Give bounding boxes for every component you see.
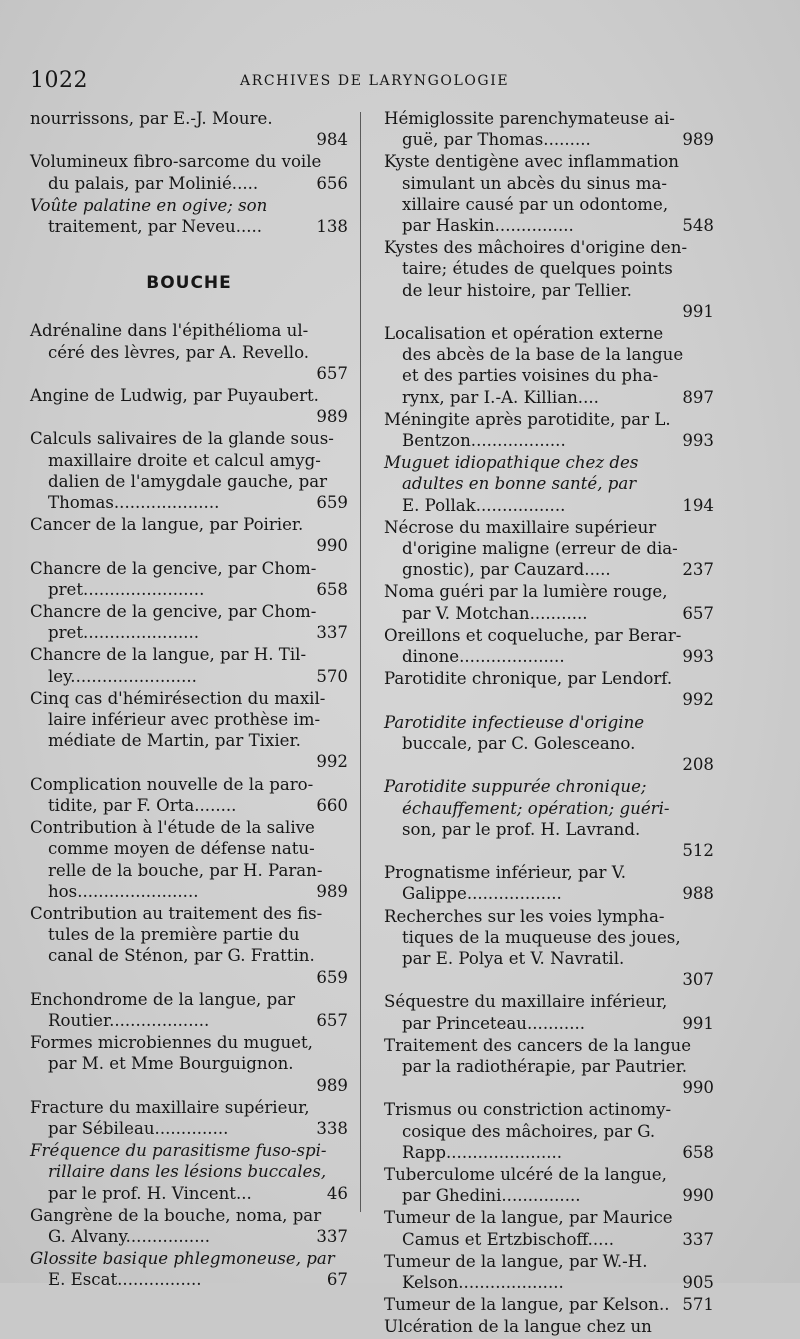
index-entry bbox=[30, 1248, 348, 1290]
page-number-line bbox=[384, 1077, 714, 1098]
index-entry bbox=[384, 151, 714, 236]
entry-text: Routier................... bbox=[48, 1010, 210, 1030]
entry-line bbox=[384, 215, 714, 236]
index-entry bbox=[30, 688, 348, 773]
index-entry bbox=[384, 1251, 714, 1293]
entry-line: Fracture du maxillaire supérieur, bbox=[30, 1097, 310, 1117]
entry-line: simulant un abcès du sinus ma- bbox=[402, 173, 667, 193]
entry-line bbox=[384, 1013, 714, 1034]
page-number: 1022 bbox=[30, 68, 88, 93]
entry-line: Noma guéri par la lumière rouge, bbox=[384, 582, 668, 602]
index-entry bbox=[30, 1097, 348, 1139]
entry-line bbox=[384, 1272, 714, 1293]
entry-text: G. Alvany................ bbox=[48, 1226, 211, 1246]
index-entry bbox=[30, 903, 348, 988]
entry-text: par Ghedini............... bbox=[402, 1186, 581, 1206]
index-entry bbox=[30, 1205, 348, 1247]
entry-line: maxillaire droite et calcul amyg- bbox=[48, 450, 321, 470]
entry-line: Localisation et opération externe bbox=[384, 324, 664, 344]
entry-text: du palais, par Molinié..... bbox=[48, 173, 259, 193]
entry-text: Tumeur de la langue, par Kelson.. bbox=[384, 1295, 670, 1315]
index-entry bbox=[30, 1140, 348, 1204]
entry-page-number: 194 bbox=[682, 495, 714, 515]
entry-line: Traitement des cancers de la langue bbox=[384, 1035, 692, 1055]
page-header bbox=[30, 68, 760, 102]
entry-page-number: 67 bbox=[326, 1270, 348, 1290]
left-column bbox=[30, 108, 348, 1292]
index-entry bbox=[30, 601, 348, 643]
entry-line: cosique des mâchoires, par G. bbox=[402, 1121, 656, 1141]
entry-line bbox=[30, 881, 348, 902]
entry-page-number: 548 bbox=[682, 216, 714, 236]
index-entry bbox=[30, 817, 348, 902]
page-number-line bbox=[30, 967, 348, 988]
page-number-line bbox=[30, 751, 348, 772]
column-divider bbox=[360, 112, 361, 1212]
entry-line bbox=[384, 495, 714, 516]
entry-page-number: 338 bbox=[316, 1118, 348, 1138]
entry-line bbox=[30, 579, 348, 600]
entry-page-number: 897 bbox=[682, 387, 714, 407]
entry-text: par Princeteau........... bbox=[402, 1013, 586, 1033]
entry-line: Complication nouvelle de la paro- bbox=[30, 774, 314, 794]
entry-page-number: 657 bbox=[316, 363, 348, 383]
entry-line bbox=[384, 559, 714, 580]
index-entry bbox=[384, 712, 714, 776]
entry-line: Parotidite suppurée chronique; bbox=[384, 777, 647, 797]
index-entry bbox=[30, 558, 348, 600]
index-entry bbox=[384, 1207, 714, 1249]
entry-line: Ulcération de la langue chez un bbox=[384, 1317, 652, 1337]
entry-line: Prognatisme inférieur, par V. bbox=[384, 863, 627, 883]
entry-line: Tumeur de la langue, par W.-H. bbox=[384, 1251, 648, 1271]
index-entry bbox=[384, 1035, 714, 1099]
page-number-line bbox=[384, 969, 714, 990]
entry-page-number: 988 bbox=[682, 884, 714, 904]
entry-line: Calculs salivaires de la glande sous- bbox=[30, 429, 334, 449]
entry-text: par V. Motchan........... bbox=[402, 603, 588, 623]
entry-line: laire inférieur avec prothèse im- bbox=[48, 710, 321, 730]
entry-line: Gangrène de la bouche, noma, par bbox=[30, 1205, 322, 1225]
entry-page-number: 657 bbox=[316, 1010, 348, 1030]
index-entry bbox=[384, 1099, 714, 1163]
entry-page-number: 989 bbox=[682, 130, 714, 150]
entry-page-number: 990 bbox=[682, 1078, 714, 1098]
entry-line bbox=[384, 883, 714, 904]
entry-line bbox=[384, 129, 714, 150]
entry-line: canal de Sténon, par G. Frattin. bbox=[48, 946, 315, 966]
entry-page-number: 658 bbox=[682, 1142, 714, 1162]
entry-page-number: 984 bbox=[316, 130, 348, 150]
entry-line: nourrissons, par E.-J. Moure. bbox=[30, 109, 273, 128]
page-number-line bbox=[384, 840, 714, 861]
index-entry bbox=[30, 320, 348, 384]
page-number-line bbox=[30, 406, 348, 427]
entry-line: buccale, par C. Golesceano. bbox=[402, 733, 636, 753]
entry-page-number: 657 bbox=[682, 603, 714, 623]
entry-line bbox=[384, 603, 714, 624]
entry-line: Trismus ou constriction actinomy- bbox=[384, 1100, 672, 1120]
entry-line: Chancre de la gencive, par Chom- bbox=[30, 602, 317, 622]
entry-text: guë, par Thomas......... bbox=[402, 130, 591, 150]
entry-line bbox=[30, 173, 348, 194]
entry-line: taire; études de quelques points bbox=[402, 259, 673, 279]
entry-line: céré des lèvres, par A. Revello. bbox=[48, 342, 310, 362]
entry-line: échauffement; opération; guéri- bbox=[402, 798, 670, 818]
entry-page-number: 990 bbox=[682, 1186, 714, 1206]
entry-line: Voûte palatine en ogive; son bbox=[30, 195, 268, 215]
entry-line bbox=[384, 1294, 714, 1315]
index-entry bbox=[384, 862, 714, 904]
entry-text: par le prof. H. Vincent... bbox=[48, 1183, 252, 1203]
index-entry bbox=[30, 1032, 348, 1096]
index-entry bbox=[30, 644, 348, 686]
index-entry bbox=[384, 776, 714, 861]
entry-line: rillaire dans les lésions buccales, bbox=[48, 1162, 327, 1182]
entry-line: Contribution au traitement des fis- bbox=[30, 903, 323, 923]
entry-page-number: 46 bbox=[326, 1183, 348, 1203]
entry-line: Fréquence du parasitisme fuso-spi- bbox=[30, 1141, 327, 1161]
index-entry bbox=[384, 1316, 714, 1337]
entry-line bbox=[30, 1118, 348, 1139]
entry-line: Chancre de la gencive, par Chom- bbox=[30, 558, 317, 578]
entry-line bbox=[30, 1269, 348, 1290]
index-entry bbox=[384, 517, 714, 581]
entry-page-number: 208 bbox=[682, 755, 714, 775]
entry-line: relle de la bouche, par H. Paran- bbox=[48, 860, 323, 880]
entry-text: Kelson.................... bbox=[402, 1272, 564, 1292]
entry-page-number: 989 bbox=[316, 1075, 348, 1095]
entry-text: Galippe.................. bbox=[402, 884, 562, 904]
entry-line bbox=[30, 1010, 348, 1031]
entry-line: Enchondrome de la langue, par bbox=[30, 989, 296, 1009]
entry-line: Cancer de la langue, par Poirier. bbox=[30, 515, 304, 535]
entry-line bbox=[384, 646, 714, 667]
entry-text: Rapp...................... bbox=[402, 1142, 563, 1162]
index-entry bbox=[30, 151, 348, 193]
entry-line: Chancre de la langue, par H. Til- bbox=[30, 645, 307, 665]
entry-line: Parotidite infectieuse d'origine bbox=[384, 712, 645, 732]
entry-line bbox=[30, 1226, 348, 1247]
index-entry bbox=[384, 237, 714, 322]
entry-page-number: 993 bbox=[682, 647, 714, 667]
entry-line: Contribution à l'étude de la salive bbox=[30, 818, 315, 838]
entry-line: par E. Polya et V. Navratil. bbox=[402, 948, 625, 968]
entry-page-number: 658 bbox=[316, 579, 348, 599]
entry-page-number: 990 bbox=[316, 536, 348, 556]
entry-line: Séquestre du maxillaire inférieur, bbox=[384, 992, 668, 1012]
entry-text: E. Escat................ bbox=[48, 1270, 202, 1290]
entry-page-number: 659 bbox=[316, 493, 348, 513]
entry-line bbox=[384, 1142, 714, 1163]
entry-line: d'origine maligne (erreur de dia- bbox=[402, 539, 678, 559]
entry-line: médiate de Martin, par Tixier. bbox=[48, 731, 301, 751]
entry-text: tidite, par F. Orta........ bbox=[48, 795, 237, 815]
entry-page-number: 993 bbox=[682, 431, 714, 451]
entry-page-number: 570 bbox=[316, 666, 348, 686]
page-number-line bbox=[30, 535, 348, 556]
entry-page-number: 656 bbox=[316, 173, 348, 193]
entry-page-number: 989 bbox=[316, 407, 348, 427]
entry-line bbox=[384, 387, 714, 408]
entry-line: dalien de l'amygdale gauche, par bbox=[48, 471, 328, 491]
index-entry bbox=[30, 989, 348, 1031]
entry-line: Nécrose du maxillaire supérieur bbox=[384, 517, 657, 537]
entry-page-number: 307 bbox=[682, 970, 714, 990]
index-entry bbox=[384, 409, 714, 451]
entry-page-number: 337 bbox=[316, 1226, 348, 1246]
entry-line: Oreillons et coqueluche, par Berar- bbox=[384, 625, 682, 645]
index-entry bbox=[384, 323, 714, 408]
entry-text: E. Pollak................. bbox=[402, 495, 566, 515]
entry-text: Bentzon.................. bbox=[402, 431, 566, 451]
page-number-line bbox=[384, 754, 714, 775]
entry-page-number: 337 bbox=[316, 623, 348, 643]
entry-text: rynx, par I.-A. Killian.... bbox=[402, 387, 599, 407]
index-entry bbox=[30, 195, 348, 237]
entry-line bbox=[384, 1229, 714, 1250]
index-entry bbox=[384, 1164, 714, 1206]
entry-line: tiques de la muqueuse des joues, bbox=[402, 927, 681, 947]
entry-line bbox=[384, 1185, 714, 1206]
right-column bbox=[384, 108, 714, 1339]
entry-line: xillaire causé par un odontome, bbox=[402, 194, 669, 214]
entry-text: hos....................... bbox=[48, 881, 199, 901]
page-number-line bbox=[384, 301, 714, 322]
page-number-line bbox=[30, 363, 348, 384]
entry-page-number: 659 bbox=[316, 967, 348, 987]
page-number-line bbox=[384, 689, 714, 710]
entry-text: Camus et Ertzbischoff..... bbox=[402, 1229, 615, 1249]
entry-line: Hémiglossite parenchymateuse ai- bbox=[384, 109, 675, 128]
entry-line bbox=[30, 216, 348, 237]
entry-line: Kyste dentigène avec inflammation bbox=[384, 152, 679, 172]
entry-text: pret....................... bbox=[48, 579, 205, 599]
entry-line: des abcès de la base de la langue bbox=[402, 345, 684, 365]
entry-page-number: 337 bbox=[682, 1229, 714, 1249]
entry-text: traitement, par Neveu..... bbox=[48, 217, 263, 237]
index-entry bbox=[30, 428, 348, 513]
index-entry bbox=[384, 1294, 714, 1315]
entry-page-number: 992 bbox=[316, 752, 348, 772]
index-entry bbox=[30, 385, 348, 427]
entry-line: Angine de Ludwig, par Puyaubert. bbox=[30, 386, 319, 406]
entry-text: dinone.................... bbox=[402, 647, 565, 667]
entry-line: Tumeur de la langue, par Maurice bbox=[384, 1208, 673, 1228]
page-number-line bbox=[30, 129, 348, 150]
section-title: BOUCHE bbox=[146, 273, 232, 294]
entry-line: Formes microbiennes du muguet, bbox=[30, 1033, 313, 1053]
index-entry bbox=[384, 991, 714, 1033]
entry-line: par M. et Mme Bourguignon. bbox=[48, 1054, 294, 1074]
index-entry bbox=[30, 774, 348, 816]
entry-line: de leur histoire, par Tellier. bbox=[402, 280, 632, 300]
entry-page-number: 989 bbox=[316, 881, 348, 901]
entry-line: Méningite après parotidite, par L. bbox=[384, 409, 671, 429]
entry-text: Thomas.................... bbox=[48, 493, 220, 513]
index-entry bbox=[384, 452, 714, 516]
entry-line: Muguet idiopathique chez des bbox=[384, 453, 639, 473]
entry-page-number: 138 bbox=[316, 217, 348, 237]
entry-line: Tuberculome ulcéré de la langue, bbox=[384, 1164, 667, 1184]
entry-text: par Haskin............... bbox=[402, 216, 574, 236]
entry-page-number: 905 bbox=[682, 1272, 714, 1292]
entry-line: et des parties voisines du pha- bbox=[402, 366, 659, 386]
entry-page-number: 991 bbox=[682, 301, 714, 321]
entry-line: Recherches sur les voies lympha- bbox=[384, 906, 665, 926]
entry-text: gnostic), par Cauzard..... bbox=[402, 560, 611, 580]
entry-line: Cinq cas d'hémirésection du maxil- bbox=[30, 688, 326, 708]
entry-line bbox=[30, 795, 348, 816]
entry-line bbox=[30, 666, 348, 687]
entry-line: son, par le prof. H. Lavrand. bbox=[402, 819, 641, 839]
entry-text: pret...................... bbox=[48, 623, 200, 643]
entry-line: Volumineux fibro-sarcome du voile bbox=[30, 152, 322, 172]
entry-line: Adrénaline dans l'épithélioma ul- bbox=[30, 321, 309, 341]
index-entry bbox=[384, 906, 714, 991]
entry-text: ley........................ bbox=[48, 666, 197, 686]
entry-page-number: 512 bbox=[682, 840, 714, 860]
entry-page-number: 991 bbox=[682, 1013, 714, 1033]
entry-line: adultes en bonne santé, par bbox=[402, 474, 637, 494]
index-entry bbox=[384, 668, 714, 710]
index-entry bbox=[30, 108, 348, 150]
entry-page-number: 992 bbox=[682, 690, 714, 710]
entry-page-number: 571 bbox=[682, 1295, 714, 1315]
page-number-line bbox=[30, 1075, 348, 1096]
entry-text: par Sébileau.............. bbox=[48, 1118, 229, 1138]
index-entry bbox=[384, 581, 714, 623]
entry-line: comme moyen de défense natu- bbox=[48, 839, 315, 859]
entry-page-number: 237 bbox=[682, 560, 714, 580]
entry-line: Glossite basique phlegmoneuse, par bbox=[30, 1249, 335, 1269]
entry-line: par la radiothérapie, par Pautrier. bbox=[402, 1056, 688, 1076]
index-entry bbox=[384, 625, 714, 667]
index-entry bbox=[30, 514, 348, 556]
entry-line bbox=[384, 430, 714, 451]
entry-line: Kystes des mâchoires d'origine den- bbox=[384, 238, 688, 258]
entry-line bbox=[30, 492, 348, 513]
index-entry bbox=[384, 108, 714, 150]
running-title: ARCHIVES DE LARYNGOLOGIE bbox=[240, 73, 510, 89]
entry-page-number: 660 bbox=[316, 795, 348, 815]
entry-line: Parotidite chronique, par Lendorf. bbox=[384, 669, 673, 689]
entry-line bbox=[30, 1183, 348, 1204]
entry-line: tules de la première partie du bbox=[48, 925, 300, 945]
entry-line bbox=[30, 622, 348, 643]
